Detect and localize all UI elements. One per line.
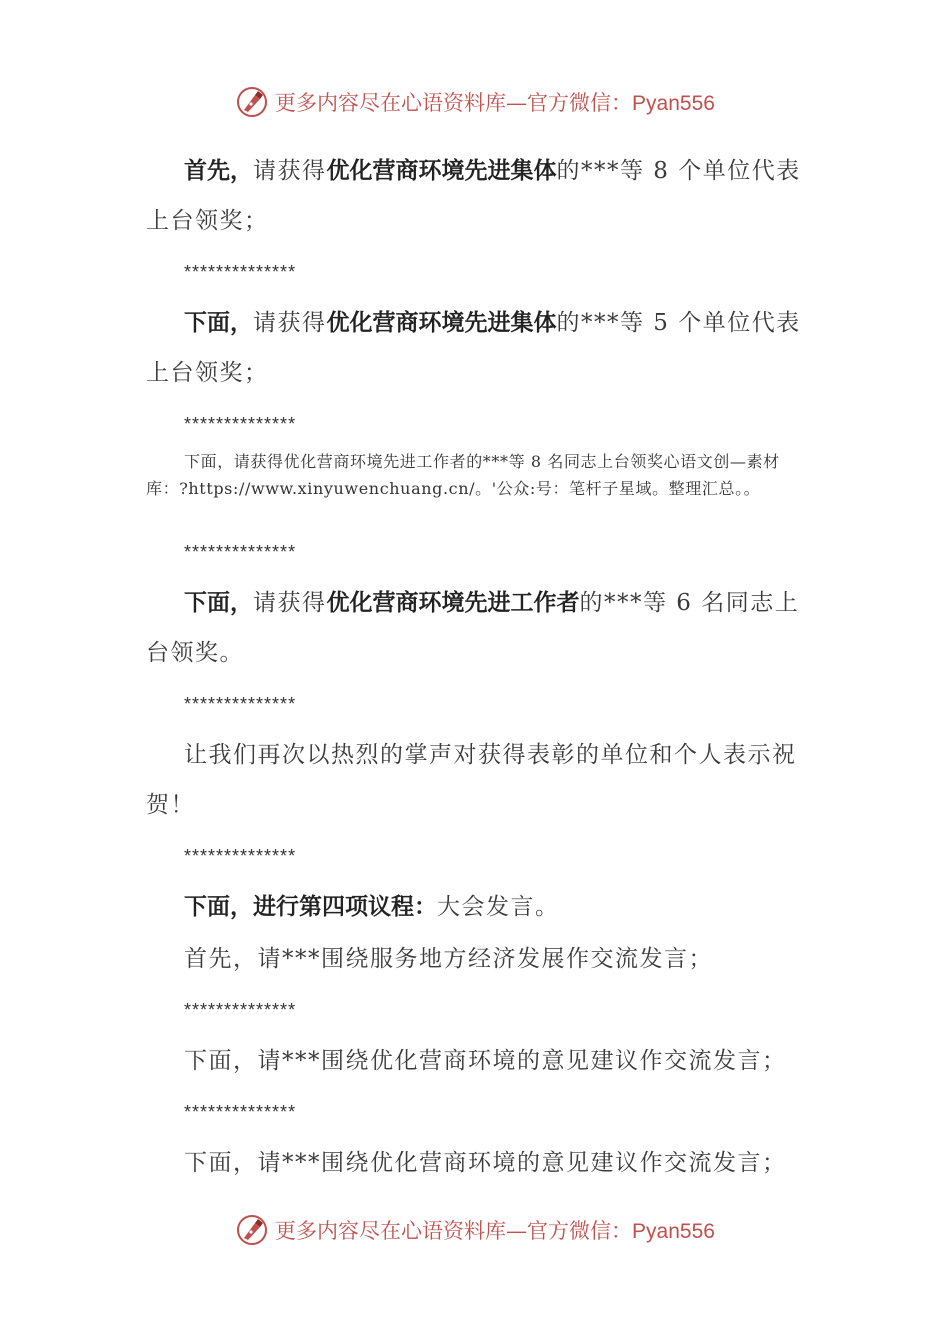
p2-text-b: 的***等 5 个单位代表上台领奖； [146,310,801,386]
paragraph-1 [146,146,810,246]
p6-text: 大会发言。 [437,894,560,920]
banner-wechat-id: Pyan556 [632,1220,715,1243]
banner-label: 更多内容尽在心语资料库—官方微信： [275,1219,633,1243]
paragraph-9: 下面，请***围绕优化营商环境的意见建议作交流发言； [184,1150,787,1176]
pen-nib-icon [235,1213,269,1247]
pen-nib-icon [235,85,269,119]
paragraph-4 [146,578,810,678]
p2-text-a: 请获得 [253,310,327,336]
paragraph-3-small: 下面，请获得优化营商环境先进工作者的***等 8 名同志上台领奖心语文创—素材库：?https://www.xinyuwenchuang.cn/。'公众:号：笔杆子星域。整理汇总。。 [146,452,780,498]
p1-bold-title: 优化营商环境先进集体 [326,157,557,184]
p6-bold-agenda: 下面，进行第四项议程： [184,893,437,920]
p4-text-b: 的***等 6 名同志上台领奖。 [146,590,800,666]
separator-stars: ************** [184,542,297,562]
paragraph-2 [146,298,810,398]
p4-bold-title: 优化营商环境先进工作者 [326,589,580,616]
footer-banner [0,1208,950,1252]
p4-bold-lead: 下面， [184,589,253,616]
separator-stars: ************** [184,694,297,714]
header-banner [0,80,950,124]
p1-text-a: 请获得 [253,158,327,184]
banner-wechat-id: Pyan556 [632,92,715,115]
p2-bold-lead: 下面， [184,309,253,336]
banner-text [275,1215,715,1245]
paragraph-7: 首先，请***围绕服务地方经济发展作交流发言； [184,946,713,972]
banner-text [275,87,715,117]
separator-stars: ************** [184,262,297,282]
banner-label: 更多内容尽在心语资料库—官方微信： [275,91,633,115]
paragraph-6 [146,882,810,932]
separator-stars: ************** [184,846,297,866]
p4-text-a: 请获得 [253,590,327,616]
p1-text-b: 的***等 8 个单位代表上台领奖； [146,158,801,234]
separator-stars: ************** [184,414,297,434]
p2-bold-title: 优化营商环境先进集体 [326,309,557,336]
paragraph-8: 下面，请***围绕优化营商环境的意见建议作交流发言； [184,1048,787,1074]
separator-stars: ************** [184,1102,297,1122]
p1-bold-lead: 首先， [184,157,253,184]
separator-stars: ************** [184,1000,297,1020]
paragraph-5: 让我们再次以热烈的掌声对获得表彰的单位和个人表示祝贺！ [146,742,797,818]
